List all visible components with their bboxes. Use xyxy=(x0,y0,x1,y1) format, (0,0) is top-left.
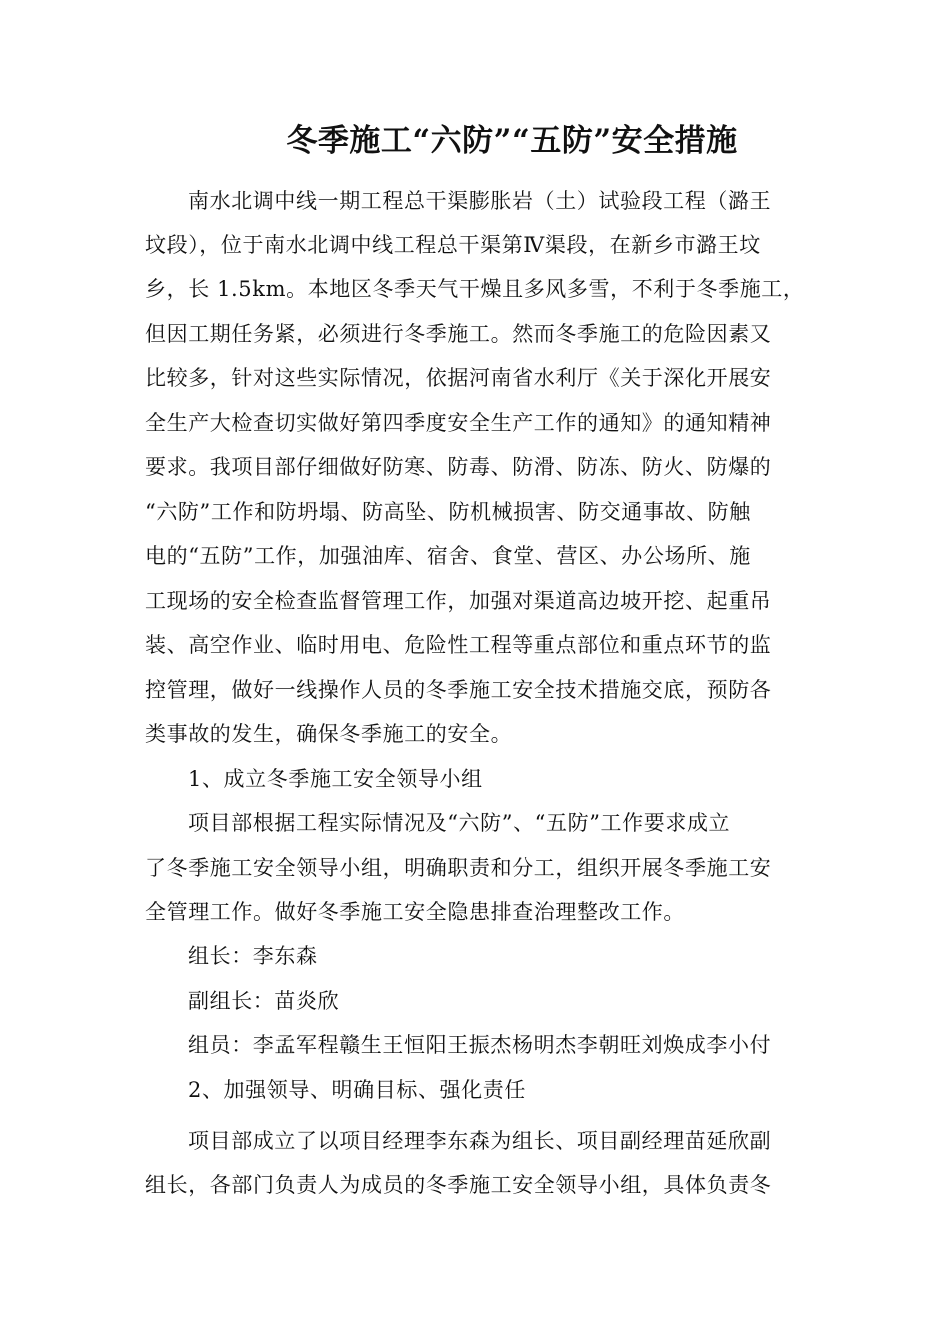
group-deputy: 副组长：苗炎欣 xyxy=(188,989,340,1013)
section-body-line: 组长，各部门负责人为成员的冬季施工安全领导小组，具体负责冬 xyxy=(145,1173,772,1197)
intro-line: “六防”工作和防坍塌、防高坠、防机械损害、防交通事故、防触 xyxy=(145,500,751,524)
intro-line: 电的“五防”工作，加强油库、宿舍、食堂、营区、办公场所、施 xyxy=(145,544,751,568)
intro-line: 装、高空作业、临时用电、危险性工程等重点部位和重点环节的监 xyxy=(145,633,772,657)
intro-line: 坟段），位于南水北调中线工程总干渠第Ⅳ渠段，在新乡市潞王坟 xyxy=(145,233,761,257)
intro-line: 南水北调中线一期工程总干渠膨胀岩（土）试验段工程（潞王 xyxy=(188,189,772,213)
intro-line: 工现场的安全检查监督管理工作，加强对渠道高边坡开挖、起重吊 xyxy=(145,589,772,613)
intro-line: 乡，长 1.5km。本地区冬季天气干燥且多风多雪，不利于冬季施工， xyxy=(145,277,805,301)
document-title: 冬季施工“六防”“五防”安全措施 xyxy=(286,123,738,159)
section-body-line: 了冬季施工安全领导小组，明确职责和分工，组织开展冬季施工安 xyxy=(145,856,772,880)
section-body-line: 项目部根据工程实际情况及“六防”、“五防”工作要求成立 xyxy=(188,811,731,835)
group-leader: 组长：李东森 xyxy=(188,944,318,968)
intro-line: 要求。我项目部仔细做好防寒、防毒、防滑、防冻、防火、防爆的 xyxy=(145,455,772,479)
intro-line: 比较多，针对这些实际情况，依据河南省水利厅《关于深化开展安 xyxy=(145,366,772,390)
intro-line: 类事故的发生，确保冬季施工的安全。 xyxy=(145,722,513,746)
section-body-line: 全管理工作。做好冬季施工安全隐患排查治理整改工作。 xyxy=(145,900,685,924)
section-heading: 1、成立冬季施工安全领导小组 xyxy=(188,767,483,791)
intro-line: 控管理，做好一线操作人员的冬季施工安全技术措施交底，预防各 xyxy=(145,678,772,702)
intro-line: 全生产大检查切实做好第四季度安全生产工作的通知》的通知精神 xyxy=(145,411,772,435)
section-body-line: 项目部成立了以项目经理李东森为组长、项目副经理苗延欣副 xyxy=(188,1129,772,1153)
group-members: 组员：李孟军程赣生王恒阳王振杰杨明杰李朝旺刘焕成李小付 xyxy=(188,1033,772,1057)
section-heading: 2、加强领导、明确目标、强化责任 xyxy=(188,1078,526,1102)
intro-line: 但因工期任务紧，必须进行冬季施工。然而冬季施工的危险因素又 xyxy=(145,322,772,346)
